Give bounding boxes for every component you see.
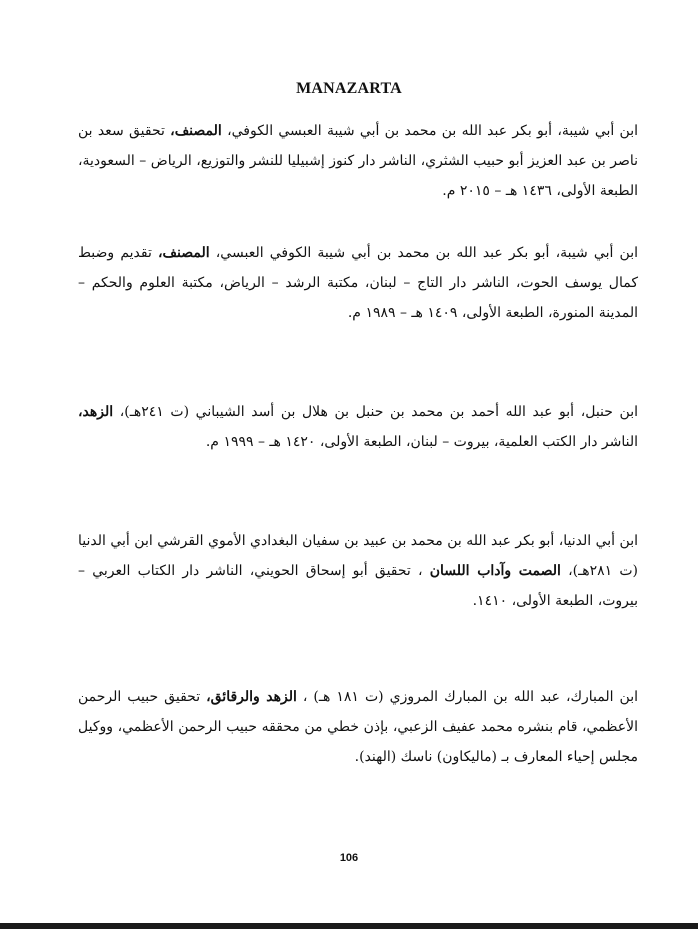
entry-author: ابن أبي شيبة، أبو بكر عبد الله بن محمد بن أبي شيبة العبسي الكوفي،	[221, 123, 638, 139]
entry-author: ابن حنبل، أبو عبد الله أحمد بن محمد بن حنبل بن هلال بن أسد الشيباني (ت ٢٤١هـ)،	[113, 404, 638, 420]
page-number: 106	[339, 852, 359, 864]
entry-publication: تحقيق حبيب الرحمن الأعظمي، قام بنشره محمد عفيف الزعبي، بإذن خطي من محققه حبيب الرحمن الأعظمي، ووكيل مجلس إحياء المعارف بـ (ماليكاون) ناسك (الهند).	[78, 689, 638, 765]
entry-publication: تحقيق سعد بن ناصر بن عبد العزيز أبو حبيب الشثري، الناشر دار كنوز إشبيليا للنشر والتوزيع، الرياض – السعودية، الطبعة الأولى، ١٤٣٦ هـ – ٢٠١٥ م.	[78, 123, 638, 199]
bibliography-entry	[78, 116, 638, 206]
bibliography-entry	[78, 397, 638, 457]
bibliography-entry	[78, 238, 638, 328]
bibliography-entry	[78, 526, 638, 616]
entry-book-title: الصمت وآداب اللسان	[429, 563, 561, 579]
entry-book-title: المصنف،	[158, 245, 210, 261]
entry-book-title: المصنف،	[170, 123, 222, 139]
entry-author: ابن أبي الدنيا، أبو بكر عبد الله بن محمد بن عبيد بن سفيان البغدادي الأموي القرشي ابن أبي الدنيا (ت ٢٨١هـ)،	[78, 533, 639, 579]
entry-book-title: الزهد والرقائق،	[206, 689, 297, 705]
bottom-border-bar	[0, 923, 698, 929]
entry-publication: الناشر دار الكتب العلمية، بيروت – لبنان، الطبعة الأولى، ١٤٢٠ هـ – ١٩٩٩ م.	[205, 434, 638, 450]
entry-publication: ، تحقيق أبو إسحاق الحويني، الناشر دار الكتاب العربي – بيروت، الطبعة الأولى، ١٤١٠.	[78, 563, 638, 609]
entry-book-title: الزهد،	[78, 404, 114, 420]
entry-author: ابن المبارك، عبد الله بن المبارك المروزي (ت ١٨١ هـ) ،	[296, 689, 638, 705]
entry-author: ابن أبي شيبة، أبو بكر عبد الله بن محمد بن أبي شيبة الكوفي العبسي،	[209, 245, 638, 261]
page-header-title: MANAZARTA	[296, 80, 402, 97]
entry-publication: تقديم وضبط كمال يوسف الحوت، الناشر دار التاج – لبنان، مكتبة الرشد – الرياض، مكتبة العلوم والحكم – المدينة المنورة، الطبعة الأولى، ١٤٠٩ هـ – ١٩٨٩ م.	[78, 245, 638, 321]
bibliography-entry	[78, 682, 638, 772]
